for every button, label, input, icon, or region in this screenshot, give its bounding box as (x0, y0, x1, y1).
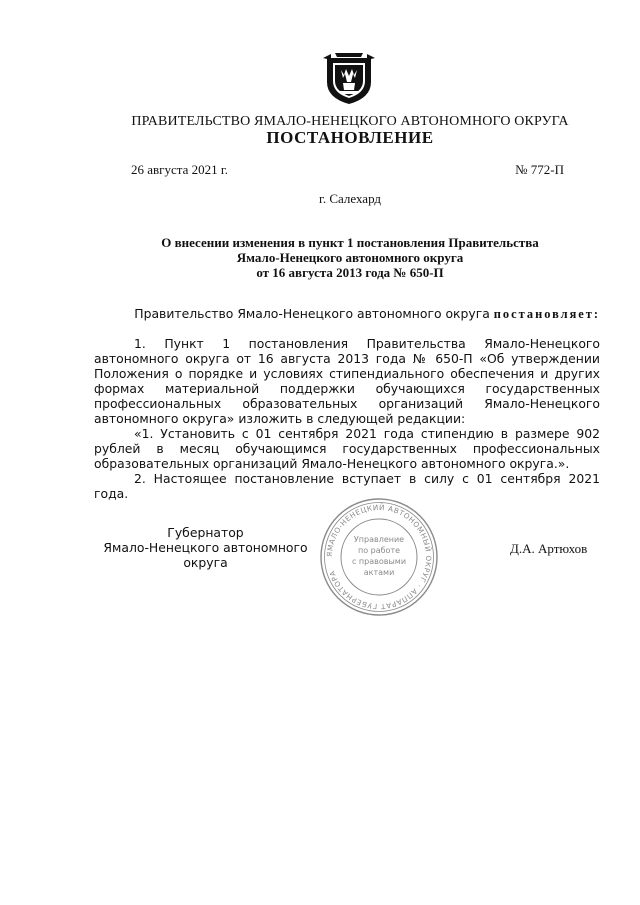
document-body (94, 336, 600, 501)
seal-center-line: Управление (353, 535, 405, 544)
coat-of-arms-emblem (321, 52, 377, 106)
preamble (94, 306, 600, 322)
seal-ring-text: ЯМАЛО-НЕНЕЦКИЙ АВТОНОМНЫЙ ОКРУГ · АППАРАТ ГУБЕРНАТОРА (324, 502, 434, 612)
paragraph: 2. Настоящее постановление вступает в силу с 01 сентября 2021 года. (94, 471, 600, 501)
seal-center-line: актами (363, 568, 395, 577)
document-type: ПОСТАНОВЛЕНИЕ (266, 128, 434, 147)
seal-center-line: по работе (357, 546, 401, 555)
paragraph: 1. Пункт 1 постановления Правительства Ямало-Ненецкого автономного округа от 16 августа 2013 года № 650-П «Об утверждении Положения о порядке и условиях стипендиального обеспечения и других формах материальной поддержки обучающихся государственных профессиональных образовательных организаций Ямало-Ненецкого автономного округа» изложить в следующей редакции: (94, 336, 600, 426)
signatory-title-line: Ямало-Ненецкого автономного округа (103, 540, 308, 570)
signatory-title (93, 525, 318, 570)
seal-center-line: с правовыми (351, 557, 407, 566)
preamble-decree-word: постановляет: (493, 307, 600, 321)
signatory-title-line: Губернатор (167, 525, 244, 540)
signatory-name: Д.А. Артюхов (510, 541, 588, 556)
title-line: О внесении изменения в пункт 1 постановления Правительства (161, 235, 539, 250)
document-number: № 772-П (515, 162, 564, 177)
paragraph: «1. Установить с 01 сентября 2021 года стипендию в размере 902 рублей в месяц обучающимся государственных профессиональных образовательных организаций Ямало-Ненецкого автономного округа.». (94, 426, 600, 471)
document-date: 26 августа 2021 г. (131, 162, 228, 177)
government-name: ПРАВИТЕЛЬСТВО ЯМАЛО-НЕНЕЦКОГО АВТОНОМНОГО ОКРУГА (131, 114, 569, 129)
document-city: г. Салехард (318, 191, 382, 206)
preamble-text: Правительство Ямало-Ненецкого автономного округа (134, 306, 490, 321)
document-title (0, 235, 640, 280)
official-seal (318, 496, 440, 618)
title-line: от 16 августа 2013 года № 650-П (256, 265, 444, 280)
title-line: Ямало-Ненецкого автономного округа (236, 250, 464, 265)
